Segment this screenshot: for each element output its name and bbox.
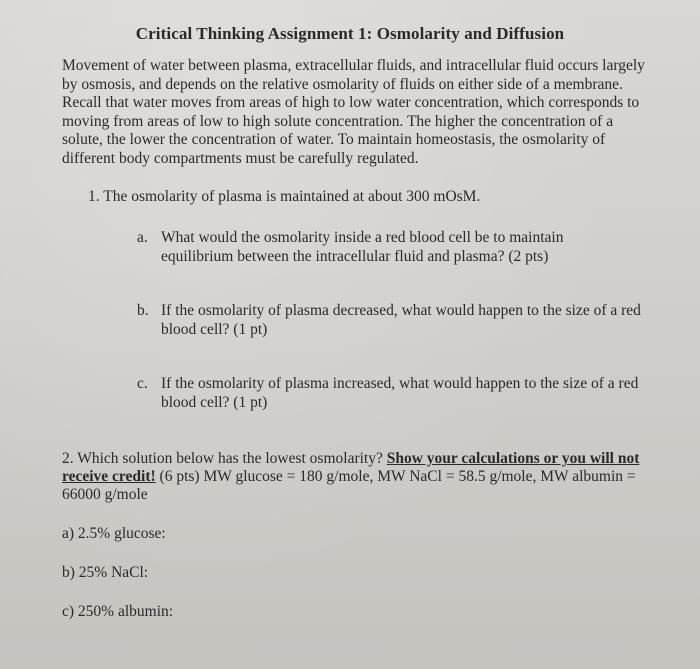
question-2-emphasis: Show your calculations or you will not receive credit! (62, 450, 640, 485)
option-b: b) 25% NaCl: (62, 564, 149, 581)
intro-paragraph: Movement of water between plasma, extracellular fluids, and intracellular fluid occurs largely by osmosis, and depends on the relative osmolarity of fluids on either side of a membrane. Recall that water moves from areas of high to low water concentration, which corresponds to moving from areas of low to high solute concentration. The higher the concentration of a solute, the lower the concentration of water. To maintain homeostasis, the osmolarity of different body compartments must be carefully regulated. (62, 57, 645, 167)
question-1b-text: If the osmolarity of plasma decreased, what would happen to the size of a red blood cell? (1 pt) (161, 302, 641, 338)
question-1c-text: If the osmolarity of plasma increased, what would happen to the size of a red blood cell? (1 pt) (161, 375, 639, 411)
question-2-prefix: 2. Which solution below has the lowest osmolarity? (62, 450, 387, 467)
question-1b-label: b. (137, 302, 149, 319)
option-c: c) 250% albumin: (62, 603, 174, 620)
question-2-suffix: (6 pts) MW glucose = 180 g/mole, MW NaCl = 58.5 g/mole, MW albumin = 66000 g/mole (62, 467, 636, 503)
question-2 (62, 450, 647, 503)
page-title: Critical Thinking Assignment 1: Osmolarity and Diffusion (135, 24, 565, 43)
question-1c-label: c. (137, 375, 148, 392)
question-1: 1. The osmolarity of plasma is maintained at about 300 mOsM. (88, 188, 481, 205)
question-1a-text: What would the osmolarity inside a red blood cell be to maintain equilibrium between the intracellular fluid and plasma? (2 pts) (161, 229, 564, 265)
option-a: a) 2.5% glucose: (62, 525, 166, 542)
question-1a-label: a. (137, 229, 148, 246)
